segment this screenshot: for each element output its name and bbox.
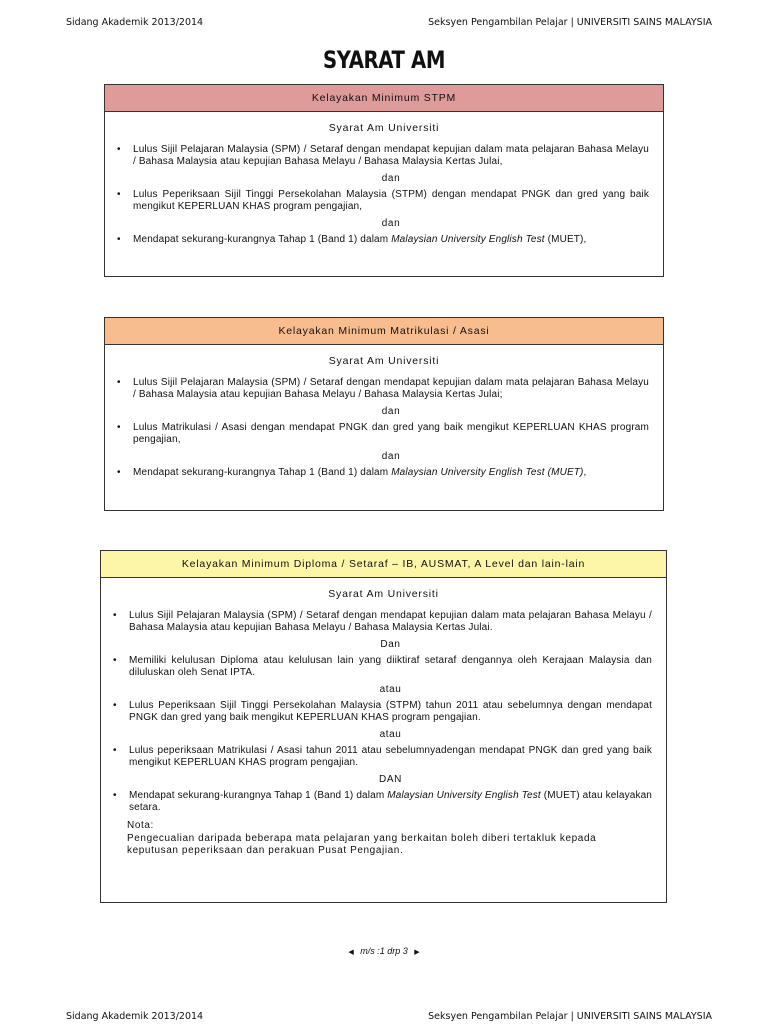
conjunction: dan <box>381 218 401 229</box>
section-diploma <box>100 550 667 903</box>
list-item <box>133 467 649 479</box>
page-indicator <box>0 946 768 956</box>
list-item: • Lulus Peperiksaan Sijil Tinggi Persekolahan Malaysia (STPM) dengan mendapat PNGK dan gred yang baik mengikut KEPERLUAN KHAS program pengajian, <box>133 189 649 213</box>
conjunction: atau <box>379 684 402 695</box>
list-item: • Lulus peperiksaan Matrikulasi / Asasi tahun 2011 atau sebelumnyadengan mendapat PNGK dan gred yang baik mengikut KEPERLUAN KHAS program pengajian. <box>129 745 652 769</box>
item-text: Mendapat sekurang-kurangnya Tahap 1 (Band 1) dalam <box>133 467 392 478</box>
footer-right: Seksyen Pengambilan Pelajar | UNIVERSITI SAINS MALAYSIA <box>428 1011 712 1022</box>
section-stpm <box>104 84 664 277</box>
note-text: Pengecualian daripada beberapa mata pelajaran yang berkaitan boleh diberi tertakluk kepada keputusan peperiksaan dan perakuan Pusat Pengajian. <box>127 832 597 856</box>
conjunction: DAN <box>379 774 402 785</box>
conjunction: dan <box>381 173 401 184</box>
conjunction: atau <box>379 729 402 740</box>
list-item <box>133 234 649 246</box>
requirement-list <box>105 144 663 246</box>
header-right: Seksyen Pengambilan Pelajar | UNIVERSITI SAINS MALAYSIA <box>428 17 712 28</box>
list-item: • Lulus Sijil Pelajaran Malaysia (SPM) / Setaraf dengan mendapat kepujian dalam mata pelajaran Bahasa Melayu / Bahasa Malaysia atau kepujian Bahasa Melayu / Bahasa Malaysia Kertas Julai; <box>133 377 649 401</box>
section-subheading: Syarat Am Universiti <box>328 122 440 134</box>
requirement-list <box>105 377 663 479</box>
triangle-left-icon[interactable]: ◀ <box>348 949 354 956</box>
item-text: , <box>583 467 587 478</box>
list-item: • Memiliki kelulusan Diploma atau kelulusan lain yang diiktiraf setaraf dengannya oleh Kerajaan Malaysia dan diluluskan oleh Senat IPTA. <box>129 655 652 679</box>
list-item <box>129 790 652 814</box>
item-italic-text: Malaysian University English Test <box>387 790 541 801</box>
page-header <box>66 17 712 28</box>
list-item: • Lulus Sijil Pelajaran Malaysia (SPM) / Setaraf dengan mendapat kepujian dalam mata pelajaran Bahasa Melayu / Bahasa Malaysia atau kepujian Bahasa Melayu / Bahasa Malaysia Kertas Julai. <box>129 610 652 634</box>
requirement-list <box>101 610 666 814</box>
conjunction: dan <box>381 451 401 462</box>
section-heading: Kelayakan Minimum STPM <box>105 85 663 112</box>
item-text: Mendapat sekurang-kurangnya Tahap 1 (Band 1) dalam <box>133 234 392 245</box>
page-title: SYARAT AM <box>322 46 446 74</box>
page-number: m/s :1 drp 3 <box>360 946 408 956</box>
list-item: • Lulus Matrikulasi / Asasi dengan mendapat PNGK dan gred yang baik mengikut KEPERLUAN KHAS program pengajian, <box>133 422 649 446</box>
note <box>101 814 666 858</box>
section-matrikulasi <box>104 317 664 511</box>
conjunction: dan <box>381 406 401 417</box>
item-text: (MUET) atau kelayakan setara. <box>129 790 653 813</box>
note-label: Nota: <box>127 820 154 831</box>
page-footer <box>66 1011 712 1022</box>
section-heading: Kelayakan Minimum Diploma / Setaraf – IB, AUSMAT, A Level dan lain-lain <box>101 551 666 578</box>
list-item: • Lulus Peperiksaan Sijil Tinggi Persekolahan Malaysia (STPM) tahun 2011 atau sebelumnya dengan mendapat PNGK dan gred yang baik mengikut KEPERLUAN KHAS program pengajian. <box>129 700 652 724</box>
item-text: (MUET), <box>544 234 587 245</box>
footer-left: Sidang Akademik 2013/2014 <box>66 1011 204 1022</box>
item-text: Mendapat sekurang-kurangnya Tahap 1 (Band 1) dalam <box>129 790 388 801</box>
triangle-right-icon[interactable]: ▶ <box>414 949 420 956</box>
header-left: Sidang Akademik 2013/2014 <box>66 17 204 28</box>
section-subheading: Syarat Am Universiti <box>328 588 439 600</box>
list-item: • Lulus Sijil Pelajaran Malaysia (SPM) / Setaraf dengan mendapat kepujian dalam mata pelajaran Bahasa Melayu / Bahasa Malaysia atau kepujian Bahasa Melayu / Bahasa Malaysia Kertas Julai, <box>133 144 649 168</box>
conjunction: Dan <box>380 639 401 650</box>
item-italic-text: Malaysian University English Test <box>391 234 545 245</box>
section-heading: Kelayakan Minimum Matrikulasi / Asasi <box>105 318 663 345</box>
section-subheading: Syarat Am Universiti <box>328 355 440 367</box>
item-italic-text: Malaysian University English Test (MUET) <box>391 467 584 478</box>
